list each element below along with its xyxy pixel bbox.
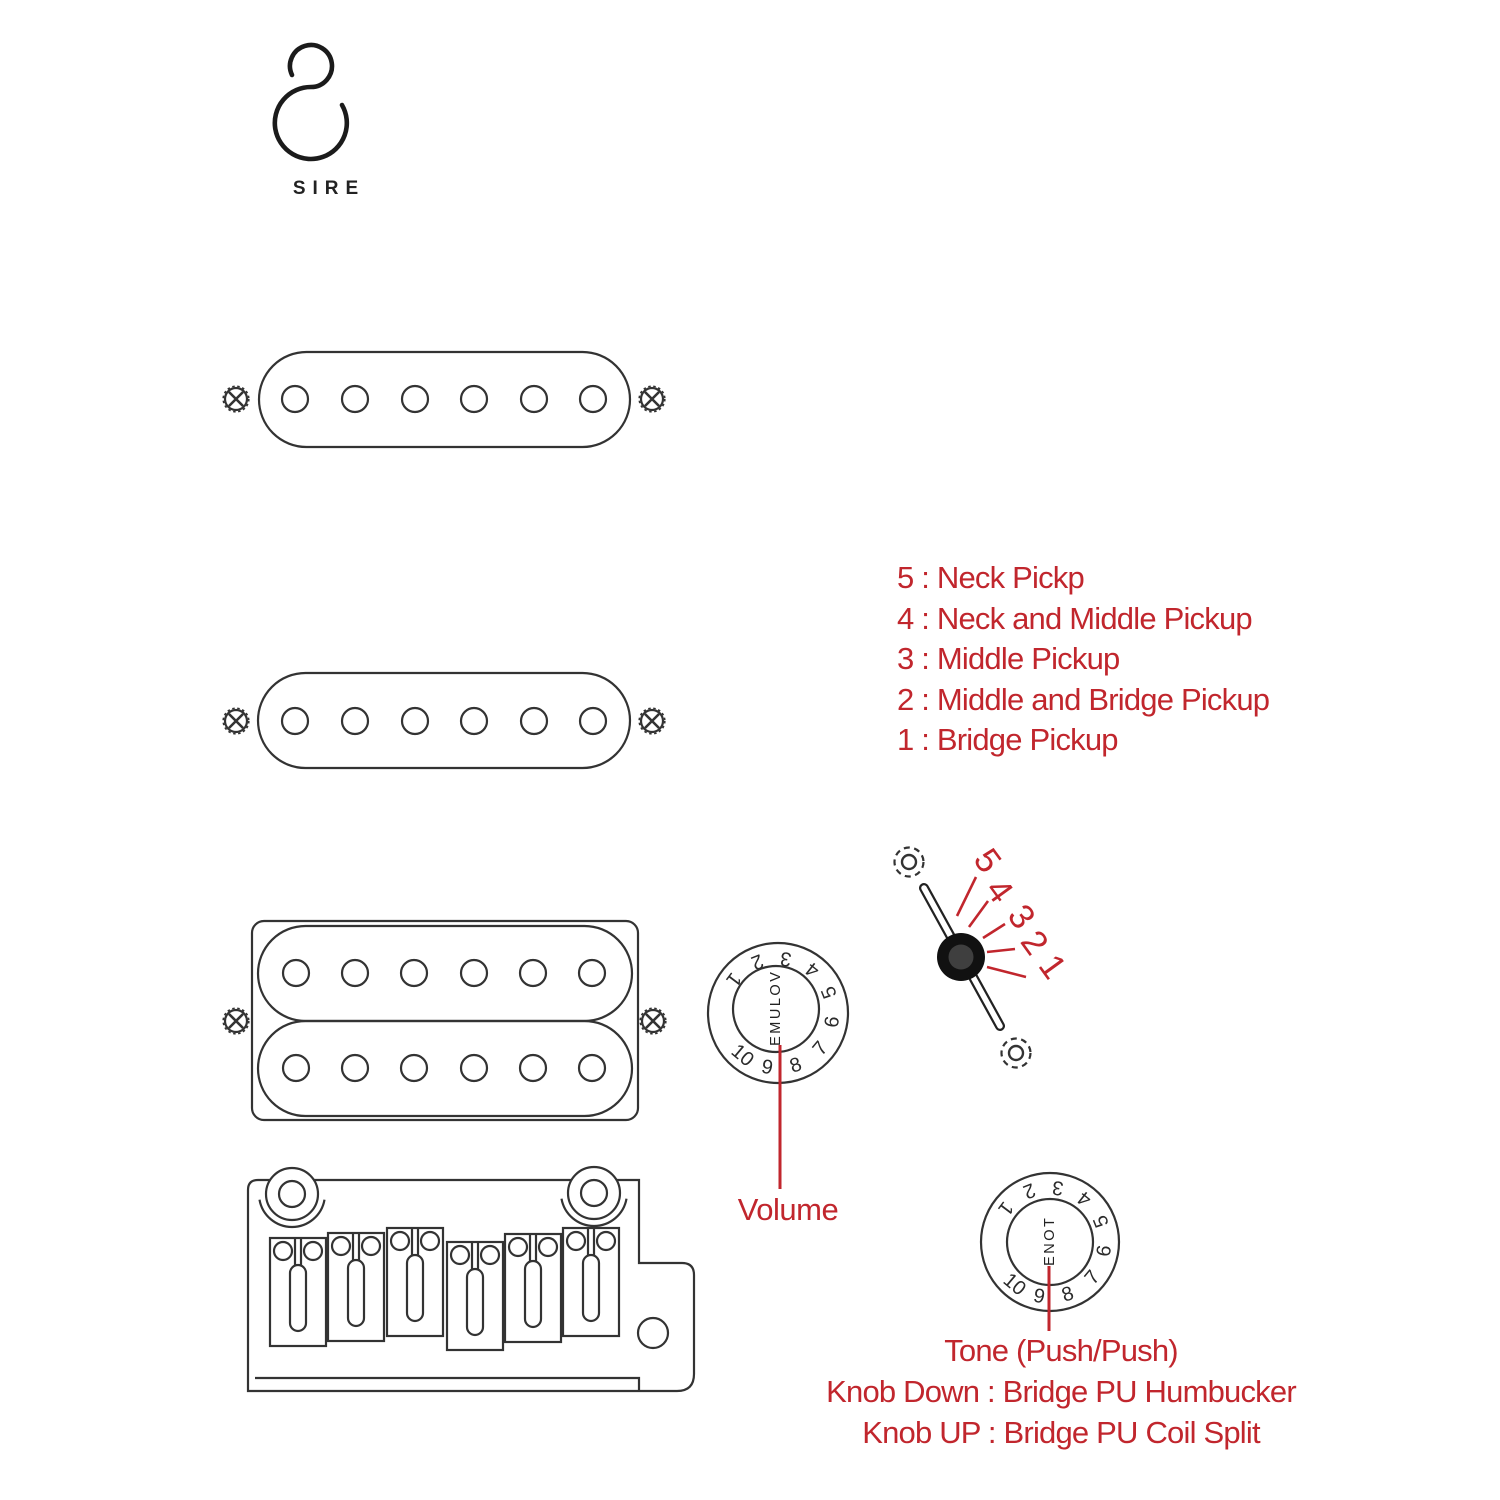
knob-number: 7 [1080,1266,1105,1290]
tone-callout-line: Tone (Push/Push) [944,1333,1178,1368]
screw-icon [223,386,249,412]
screw-icon [639,708,665,734]
tone-knob-label: ENOT [1042,1215,1058,1266]
knob-number: 9 [1031,1284,1047,1309]
knob-number: 6 [821,1014,845,1029]
knob-number: 1 [721,968,746,991]
volume-knob-label: EMULOV [768,969,784,1046]
bridge-saddle [505,1234,561,1342]
knob-number: 8 [1059,1282,1077,1307]
neck-pickup-drawing [223,352,665,447]
volume-callout-label: Volume [737,1192,839,1227]
selector-screw-icon [895,848,924,877]
selector-position-3: 3 [999,897,1043,937]
tone-callout-line: Knob UP : Bridge PU Coil Split [862,1415,1260,1450]
knob-number: 8 [787,1053,805,1078]
brand-wordmark: SIRE [292,178,366,199]
knob-number: 1 [993,1197,1018,1220]
humbucker-pickup-drawing [223,921,666,1120]
knob-number: 4 [801,957,824,982]
screw-icon [639,386,665,412]
bridge-saddle [328,1233,384,1341]
legend-line: 1 : Bridge Pickup [897,722,1118,758]
legend-line: 2 : Middle and Bridge Pickup [897,681,1270,717]
knob-number: 9 [759,1055,775,1080]
selector-position-4: 4 [977,871,1021,911]
knob-number: 5 [817,982,842,1002]
legend-line: 3 : Middle Pickup [897,641,1120,677]
selector-position-1: 1 [1030,947,1074,987]
tone-callout-label [811,1330,1311,1453]
screw-icon [223,1008,249,1034]
bridge-saddle [387,1228,443,1336]
selector-position-5: 5 [965,841,1009,881]
selector-screw-icon [1002,1039,1031,1068]
bridge-saddle [447,1242,503,1350]
knob-number: 10 [726,1039,758,1072]
selector-position-legend [897,558,1269,761]
knob-number: 3 [778,946,793,970]
legend-line: 5 : Neck Pickp [897,560,1084,595]
selector-position-2: 2 [1012,923,1056,963]
legend-line: 4 : Neck and Middle Pickup [897,600,1252,636]
knob-number: 3 [1050,1175,1065,1199]
knob-number: 5 [1089,1211,1114,1231]
knob-number: 7 [808,1037,833,1061]
knob-number: 2 [1019,1178,1039,1203]
middle-pickup-drawing [223,673,665,768]
knob-number: 6 [1093,1243,1117,1258]
screw-icon [223,708,249,734]
bridge-saddle [563,1228,619,1336]
screw-icon [640,1008,666,1034]
knob-number: 2 [747,949,767,974]
sire-logo-icon [275,45,347,159]
knob-number: 10 [998,1268,1030,1301]
tone-callout-line: Knob Down : Bridge PU Humbucker [826,1374,1296,1409]
knob-number: 4 [1073,1186,1096,1211]
tremolo-bridge-drawing [248,1167,694,1391]
bridge-saddle [270,1238,326,1346]
